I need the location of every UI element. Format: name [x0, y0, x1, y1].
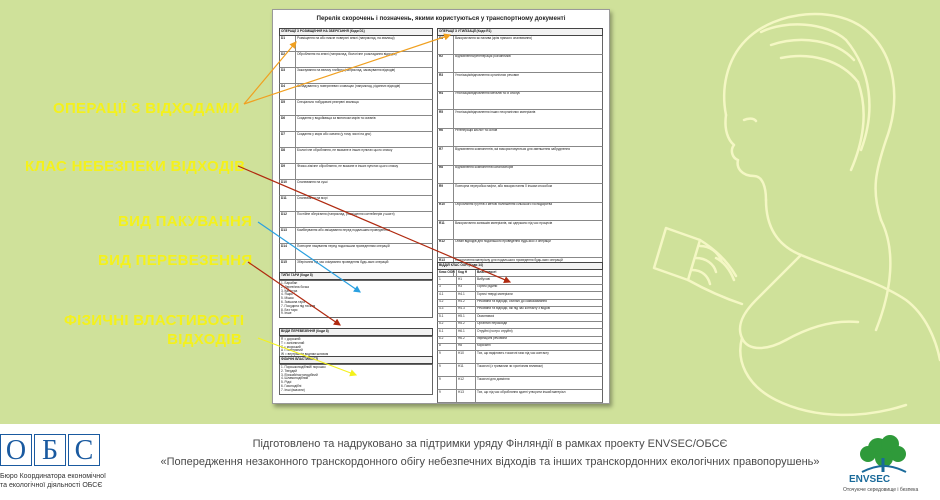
- recovery-row: [437, 240, 603, 259]
- disposal-row: [279, 36, 433, 52]
- hazard-un-class: 4.3: [438, 307, 457, 313]
- disposal-text: Спалювання на суші: [297, 180, 328, 184]
- properties-item: 1. Порошкоподібний/ порошок: [281, 365, 326, 369]
- disposal-row: [279, 164, 433, 180]
- osce-letter-1: О: [0, 434, 32, 466]
- hazard-un-class: 4.2: [438, 300, 457, 306]
- recovery-row: [437, 147, 603, 166]
- packaging-item: 6. Змішана тара: [281, 299, 305, 304]
- label-packaging: ВИД ПАКУВАННЯ: [118, 213, 253, 230]
- hazard-row: [437, 351, 603, 364]
- recovery-row: [437, 92, 603, 111]
- packaging-header: ТИПИ ТАРИ (Коди 8): [279, 272, 433, 280]
- recovery-code: R3: [438, 73, 454, 91]
- transport-block: [279, 328, 433, 359]
- hazard-un-class: 9: [438, 377, 457, 389]
- disposal-text: Фізико-хімічне обробляння, не вказане в інших пунктах цього списку: [297, 164, 399, 168]
- credit-line-2: «Попередження незаконного транскордонного обігу небезпечних відходів та інших транскордонних екологічних правопорушень»: [160, 456, 820, 468]
- recovery-text: Відновлення компонентів каталізаторів: [455, 165, 514, 169]
- recovery-text: Повторна переробка нафти, або використання її іншим способом: [455, 184, 552, 188]
- recovery-text: Відновлення/регенерація розчинників: [455, 54, 511, 58]
- recovery-row: [437, 110, 603, 129]
- osce-caption-line2: та екологічної діяльності ОБСЄ: [0, 482, 103, 489]
- osce-logo: [0, 434, 112, 468]
- disposal-row: [279, 244, 433, 260]
- disposal-text: Спалювання на морі: [297, 196, 328, 200]
- hazard-col-un: Клас ООН: [438, 270, 457, 276]
- packaging-list: [279, 280, 433, 318]
- disposal-row: [279, 68, 433, 84]
- recovery-code: R6: [438, 129, 454, 147]
- hazard-row: [437, 285, 603, 292]
- disposal-code: D9: [280, 164, 296, 179]
- hazard-h-code: H4.2: [457, 300, 476, 306]
- hazard-property: Отруйні (гостро отруйні): [477, 329, 513, 333]
- transport-item: T = залізничний: [281, 340, 305, 345]
- label-physical-properties: [64, 311, 245, 349]
- disposal-text: Обробляння на землі (наприклад, біологічне розкладання відходів): [297, 52, 397, 56]
- disposal-code: D13: [280, 228, 296, 243]
- properties-item: 2. Твердий: [281, 368, 297, 373]
- credit-line-1: Підготовлено та надруковано за підтримки уряду Фінляндії в рамках проекту ENVSEC/ОБСЄ: [252, 438, 728, 450]
- hazard-block: [437, 262, 603, 403]
- disposal-code: D3: [280, 68, 296, 83]
- disposal-code: D6: [280, 116, 296, 131]
- hazard-property: Інфекційні речовини: [477, 336, 507, 341]
- properties-item: 7. Інші (вказати): [281, 387, 305, 392]
- hazard-property: Корозійні: [477, 343, 491, 348]
- disposal-row: [279, 132, 433, 148]
- disposal-code: D2: [280, 52, 296, 67]
- disposal-row: [279, 148, 433, 164]
- hazard-h-code: H6.2: [457, 337, 476, 343]
- transport-item: A = повітряний: [281, 348, 303, 353]
- disposal-code: D1: [280, 36, 296, 51]
- disposal-text: Повторне пакування перед подальшим проведенням операцій: [297, 244, 390, 248]
- hazard-h-code: H6.1: [457, 329, 476, 335]
- hazard-un-class: 6.2: [438, 337, 457, 343]
- recovery-text: Накопичення матеріалу для подальшого проведення будь-яких операцій: [455, 258, 563, 262]
- woman-illustration: [596, 0, 940, 424]
- hazard-property: Тих, що під час обробляння здатні утворити інший матеріал: [477, 390, 566, 394]
- hazard-row: [437, 314, 603, 321]
- disposal-text: Спеціально побудовані резервні звалища: [297, 100, 359, 104]
- hazard-un-class: 9: [438, 390, 457, 402]
- envsec-name: ENVSEC: [849, 474, 891, 485]
- packaging-item: 1. Барабан: [281, 281, 298, 285]
- disposal-code: D12: [280, 212, 296, 227]
- disposal-row: [279, 84, 433, 100]
- label-properties-line2: ВІДХОДІВ: [167, 331, 242, 348]
- disposal-row: [279, 196, 433, 212]
- disposal-code: D7: [280, 132, 296, 147]
- recovery-row: [437, 73, 603, 92]
- recovery-code: R8: [438, 166, 454, 184]
- hazard-un-class: 9: [438, 351, 457, 363]
- recovery-text: Утилізація/відновлення інших неорганічних матеріалів: [455, 110, 536, 114]
- hazard-property: Речовини та відходи, які під час контакту з водою: [477, 306, 551, 311]
- hazard-h-code: H5.2: [457, 322, 476, 328]
- recovery-row: [437, 221, 603, 240]
- properties-block: [279, 356, 433, 395]
- recovery-text: Регенерація кислот та основ: [455, 128, 498, 132]
- hazard-row: [437, 390, 603, 403]
- transport-item: W = внутрішнім водним шляхом: [281, 352, 329, 357]
- label-transport: ВИД ПЕРЕВЕЗЕННЯ: [98, 252, 253, 269]
- recovery-row: [437, 184, 603, 203]
- hazard-h-code: H13: [457, 390, 476, 402]
- packaging-item: 9. Інше: [281, 311, 292, 316]
- disposal-code: D14: [280, 244, 296, 259]
- osce-caption-line1: Бюро Координатора економічної: [0, 473, 106, 480]
- properties-list: [279, 364, 433, 395]
- disposal-row: [279, 100, 433, 116]
- hazard-property: Речовини та відходи, схильні до самозаймання: [477, 299, 547, 304]
- document-title: Перелік скорочень і позначень, якими користуються у транспортному документі: [316, 15, 566, 22]
- label-properties-line1: ФІЗИЧНІ ВЛАСТИВОСТІ: [64, 312, 245, 329]
- hazard-col-props: Властивості: [477, 270, 497, 274]
- hazard-property: Окиснювачі: [477, 314, 495, 318]
- envsec-tagline: Оточуюче середовище і безпека: [843, 487, 919, 493]
- recovery-code: R4: [438, 92, 454, 110]
- disposal-header: ОПЕРАЦІЇ З РОЗМІЩЕННЯ НА ЗБЕРІГАННЯ (Коди D1): [279, 28, 433, 36]
- hazard-h-code: H5.1: [457, 314, 476, 320]
- hazard-un-class: 5.1: [438, 314, 457, 320]
- hazard-un-class: 9: [438, 364, 457, 376]
- recovery-row: [437, 36, 603, 55]
- hazard-row: [437, 277, 603, 284]
- hazard-un-class: 4.1: [438, 292, 457, 298]
- recovery-text: Утилізація/відновлення металів та їх сполук: [455, 91, 520, 95]
- hazard-row: [437, 300, 603, 307]
- disposal-code: D4: [280, 84, 296, 99]
- disposal-code: D8: [280, 148, 296, 163]
- disposal-text: Біологічне обробляння, не вказане в інших пунктах цього списку: [297, 148, 393, 152]
- recovery-code: R9: [438, 184, 454, 202]
- hazard-header: ВІДДІЛ КЛАС ООН (Коди 14): [437, 262, 603, 270]
- recovery-code: R10: [438, 203, 454, 221]
- hazard-un-class: 6.1: [438, 329, 457, 335]
- recovery-column: [437, 28, 603, 277]
- hazard-h-code: H4.1: [457, 292, 476, 298]
- disposal-row: [279, 180, 433, 196]
- disposal-text: Складування у поверхневих сховищах (наприклад, рідинних відходів): [297, 84, 401, 88]
- disposal-row: [279, 52, 433, 68]
- transport-item: S = морський: [281, 344, 301, 349]
- label-waste-operations: ОПЕРАЦІЇ З ВІДХОДАМИ: [53, 100, 240, 117]
- hazard-property: Тих, що виділяють токсичні гази під час контакту: [477, 351, 549, 355]
- disposal-code: D11: [280, 196, 296, 211]
- disposal-code: D5: [280, 100, 296, 115]
- recovery-header: ОПЕРАЦІЇ З УТИЛІЗАЦІЇ (Коди R1): [437, 28, 603, 36]
- disposal-text: Розміщення на або нижче поверхні землі (наприклад, на звалищі): [297, 36, 395, 40]
- disposal-text: Скидання у моря або океани (у тому числі на дно): [297, 132, 372, 136]
- hazard-property: Токсичні (з тривалим чи хронічним впливом): [477, 364, 543, 368]
- disposal-code: D10: [280, 180, 296, 195]
- properties-item: 6. Газоподібні: [281, 383, 302, 388]
- properties-item: 4. Шламоподібний: [281, 376, 309, 381]
- recovery-code: R7: [438, 147, 454, 165]
- recovery-code: R13: [438, 258, 454, 276]
- osce-letter-2: Б: [34, 434, 66, 466]
- disposal-row: [279, 116, 433, 132]
- transport-document: [272, 9, 610, 404]
- disposal-column: [279, 28, 433, 276]
- disposal-text: Постійне зберігання (наприклад, розміщення контейнерів у шахті): [297, 212, 395, 216]
- hazard-column-headers: [437, 270, 603, 277]
- recovery-text: Використання залишків матеріалів, які одержано під час процесів: [455, 221, 553, 225]
- packaging-item: 7. Посудина під тиском: [281, 303, 316, 308]
- recovery-row: [437, 166, 603, 185]
- recovery-code: R11: [438, 221, 454, 239]
- transport-header: ВИДИ ПЕРЕВЕЗЕННЯ (Коди 8): [279, 328, 433, 336]
- properties-header: ФІЗИЧНІ ВЛАСТИВОСТІ: [279, 356, 433, 364]
- hazard-col-h: Код Н: [457, 270, 476, 276]
- osce-caption: [0, 472, 106, 490]
- hazard-h-code: H11: [457, 364, 476, 376]
- packaging-item: 8. Без тари: [281, 307, 298, 312]
- transport-item: R = дорожній: [281, 337, 301, 341]
- packaging-item: 5. Мішок: [281, 296, 294, 301]
- disposal-text: Зберігання під час очікування проведення будь-яких операцій: [297, 260, 389, 264]
- hazard-row: [437, 307, 603, 314]
- disposal-text: Комбінування або змішування перед подальшим проведенням: [297, 228, 390, 232]
- recovery-text: Обмін відходів для подальшого проведення будь-якої з операцій: [455, 239, 551, 243]
- disposal-row: [279, 212, 433, 228]
- packaging-item: 2. Дерев'яна бочка: [281, 284, 309, 289]
- recovery-text: Утилізація/відновлення органічних речовин: [455, 73, 520, 77]
- hazard-un-class: 8: [438, 344, 457, 350]
- disposal-code: D15: [280, 260, 296, 275]
- hazard-un-class: 1: [438, 277, 457, 283]
- hazard-property: Токсичні для довкілля: [477, 377, 510, 381]
- hazard-un-class: 3: [438, 285, 457, 291]
- hazard-row: [437, 364, 603, 377]
- hazard-row: [437, 292, 603, 299]
- hazard-h-code: H10: [457, 351, 476, 363]
- properties-item: 5. Рідкі: [281, 380, 292, 385]
- disposal-text: Скидання у водоймища за винятком морів та океанів: [297, 116, 376, 120]
- hazard-h-code: H1: [457, 277, 476, 283]
- hazard-row: [437, 322, 603, 329]
- osce-letter-3: С: [68, 434, 100, 466]
- hazard-h-code: H12: [457, 377, 476, 389]
- label-hazard-class: КЛАС НЕБЕЗПЕКИ ВІДХОДІВ: [25, 158, 246, 175]
- footer: [0, 424, 940, 500]
- recovery-code: R12: [438, 240, 454, 258]
- recovery-text: Відновлення компонентів, які використовуються для зменшення забруднення: [455, 147, 570, 151]
- packaging-item: 4. Ящик: [281, 292, 293, 297]
- recovery-code: R1: [438, 36, 454, 54]
- disposal-text: Закачування на велику глибину (наприклад, закачування відходів): [297, 68, 396, 72]
- hazard-property: Горючі рідини: [477, 284, 498, 289]
- hazard-row: [437, 377, 603, 390]
- recovery-code: R2: [438, 55, 454, 73]
- hazard-property: Органічні пероксиди: [477, 321, 508, 326]
- recovery-row: [437, 129, 603, 148]
- hazard-h-code: H8: [457, 344, 476, 350]
- recovery-row: [437, 203, 603, 222]
- hazard-property: Вибухові: [477, 277, 490, 281]
- hazard-row: [437, 344, 603, 351]
- properties-item: 3. В'язкий/пастоподібний: [281, 372, 318, 377]
- disposal-row: [279, 228, 433, 244]
- hazard-row: [437, 329, 603, 336]
- recovery-row: [437, 55, 603, 74]
- packaging-block: [279, 272, 433, 318]
- hazard-h-code: H3: [457, 285, 476, 291]
- recovery-text: Обробляння ґрунтів з метою поліпшення сільського господарства: [455, 202, 553, 206]
- hazard-property: Горючі тверді матеріали: [477, 292, 513, 296]
- hazard-row: [437, 337, 603, 344]
- recovery-code: R5: [438, 110, 454, 128]
- hazard-un-class: 5.2: [438, 322, 457, 328]
- hazard-h-code: H4.3: [457, 307, 476, 313]
- packaging-item: 3. Каністра: [281, 288, 298, 293]
- recovery-text: Використання як палива (крім прямого спалювання): [455, 36, 533, 40]
